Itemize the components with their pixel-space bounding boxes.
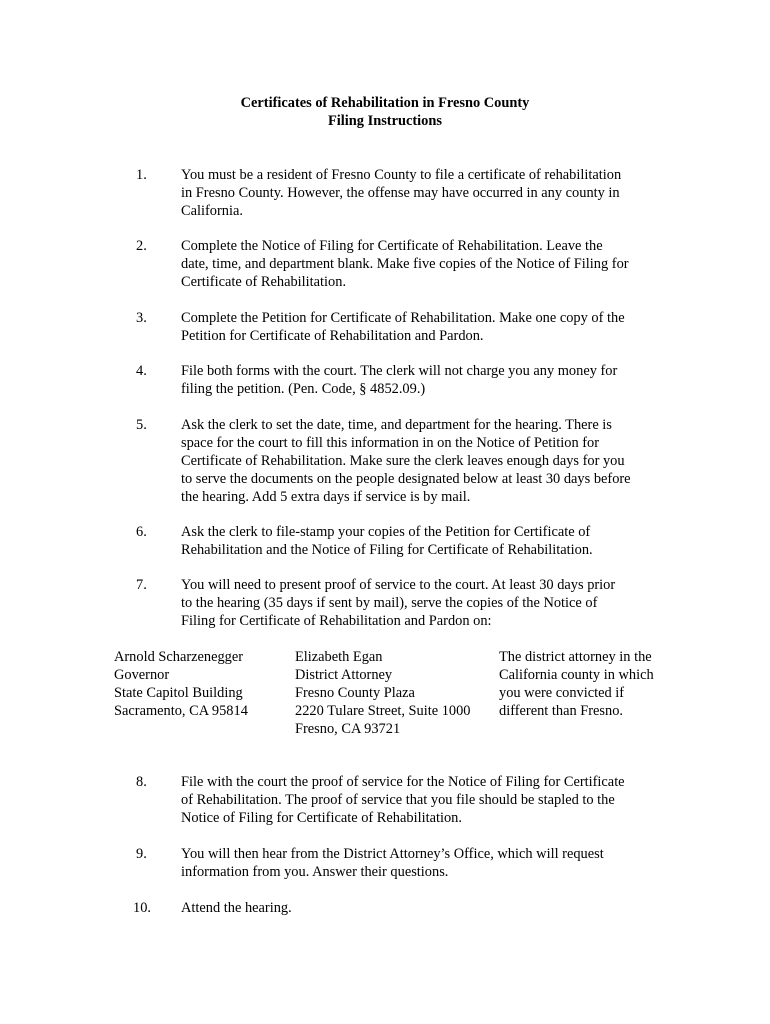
item-text xyxy=(181,416,671,506)
page-subtitle: Filing Instructions xyxy=(328,113,442,129)
item-text xyxy=(181,166,671,220)
item-line: in Fresno County. However, the offense may have occurred in any county in xyxy=(181,185,620,201)
item-line: You will then hear from the District Attorney’s Office, which will request xyxy=(181,846,604,862)
item-line: File with the court the proof of service for the Notice of Filing for Certificate xyxy=(181,774,625,790)
page-title: Certificates of Rehabilitation in Fresno County xyxy=(240,95,530,111)
item-text xyxy=(181,899,671,917)
item-text xyxy=(181,309,671,345)
item-number: 7. xyxy=(136,577,147,593)
item-line: to serve the documents on the people designated below at least 30 days before xyxy=(181,471,631,487)
item-line: File both forms with the court. The clerk will not charge you any money for xyxy=(181,363,618,379)
recipient-other-county xyxy=(499,648,654,720)
item-number: 3. xyxy=(136,310,147,326)
recipient-line: Governor xyxy=(114,667,170,683)
item-line: You will need to present proof of service to the court. At least 30 days prior xyxy=(181,577,616,593)
item-line: You must be a resident of Fresno County to file a certificate of rehabilitation xyxy=(181,167,622,183)
item-line: Certificate of Rehabilitation. xyxy=(181,274,347,290)
item-number: 9. xyxy=(136,846,147,862)
item-line: Petition for Certificate of Rehabilitation and Pardon. xyxy=(181,328,484,344)
item-line: Ask the clerk to set the date, time, and department for the hearing. There is xyxy=(181,417,612,433)
item-number: 5. xyxy=(136,417,147,433)
recipient-line: Elizabeth Egan xyxy=(295,649,383,665)
item-line: Notice of Filing for Certificate of Rehabilitation. xyxy=(181,810,462,826)
recipient-line: Sacramento, CA 95814 xyxy=(114,703,248,719)
item-line: Filing for Certificate of Rehabilitation and Pardon on: xyxy=(181,613,492,629)
item-number: 1. xyxy=(136,167,147,183)
item-number: 6. xyxy=(136,524,147,540)
item-line: of Rehabilitation. The proof of service that you file should be stapled to the xyxy=(181,792,615,808)
item-text xyxy=(181,362,671,398)
item-text xyxy=(181,845,671,881)
item-line: to the hearing (35 days if sent by mail), serve the copies of the Notice of xyxy=(181,595,598,611)
recipient-line: State Capitol Building xyxy=(114,685,243,701)
item-line: Certificate of Rehabilitation. Make sure the clerk leaves enough days for you xyxy=(181,453,625,469)
item-number: 4. xyxy=(136,363,147,379)
recipient-governor xyxy=(114,648,248,720)
recipient-line: California county in which xyxy=(499,667,654,683)
item-line: Complete the Notice of Filing for Certificate of Rehabilitation. Leave the xyxy=(181,238,603,254)
item-text xyxy=(181,237,671,291)
item-line: Rehabilitation and the Notice of Filing for Certificate of Rehabilitation. xyxy=(181,542,593,558)
recipient-district-attorney xyxy=(295,648,470,738)
item-text xyxy=(181,576,671,630)
recipient-line: District Attorney xyxy=(295,667,393,683)
item-number: 10. xyxy=(133,900,151,916)
item-line: space for the court to fill this information in on the Notice of Petition for xyxy=(181,435,600,451)
item-number: 8. xyxy=(136,774,147,790)
recipient-line: Fresno, CA 93721 xyxy=(295,721,401,737)
recipient-line: different than Fresno. xyxy=(499,703,624,719)
item-line: information from you. Answer their questions. xyxy=(181,864,449,880)
recipient-line: Fresno County Plaza xyxy=(295,685,415,701)
item-line: Ask the clerk to file-stamp your copies of the Petition for Certificate of xyxy=(181,524,591,540)
item-line: filing the petition. (Pen. Code, § 4852.09.) xyxy=(181,381,426,397)
item-text xyxy=(181,523,671,559)
item-line: the hearing. Add 5 extra days if service is by mail. xyxy=(181,489,471,505)
item-number: 2. xyxy=(136,238,147,254)
recipient-line: 2220 Tulare Street, Suite 1000 xyxy=(295,703,471,719)
recipient-line: The district attorney in the xyxy=(499,649,652,665)
item-text xyxy=(181,773,671,827)
item-line: California. xyxy=(181,203,243,219)
item-line: Complete the Petition for Certificate of Rehabilitation. Make one copy of the xyxy=(181,310,625,326)
item-line: date, time, and department blank. Make five copies of the Notice of Filing for xyxy=(181,256,629,272)
recipient-line: you were convicted if xyxy=(499,685,625,701)
item-line: Attend the hearing. xyxy=(181,900,292,916)
recipient-line: Arnold Scharzenegger xyxy=(114,649,244,665)
